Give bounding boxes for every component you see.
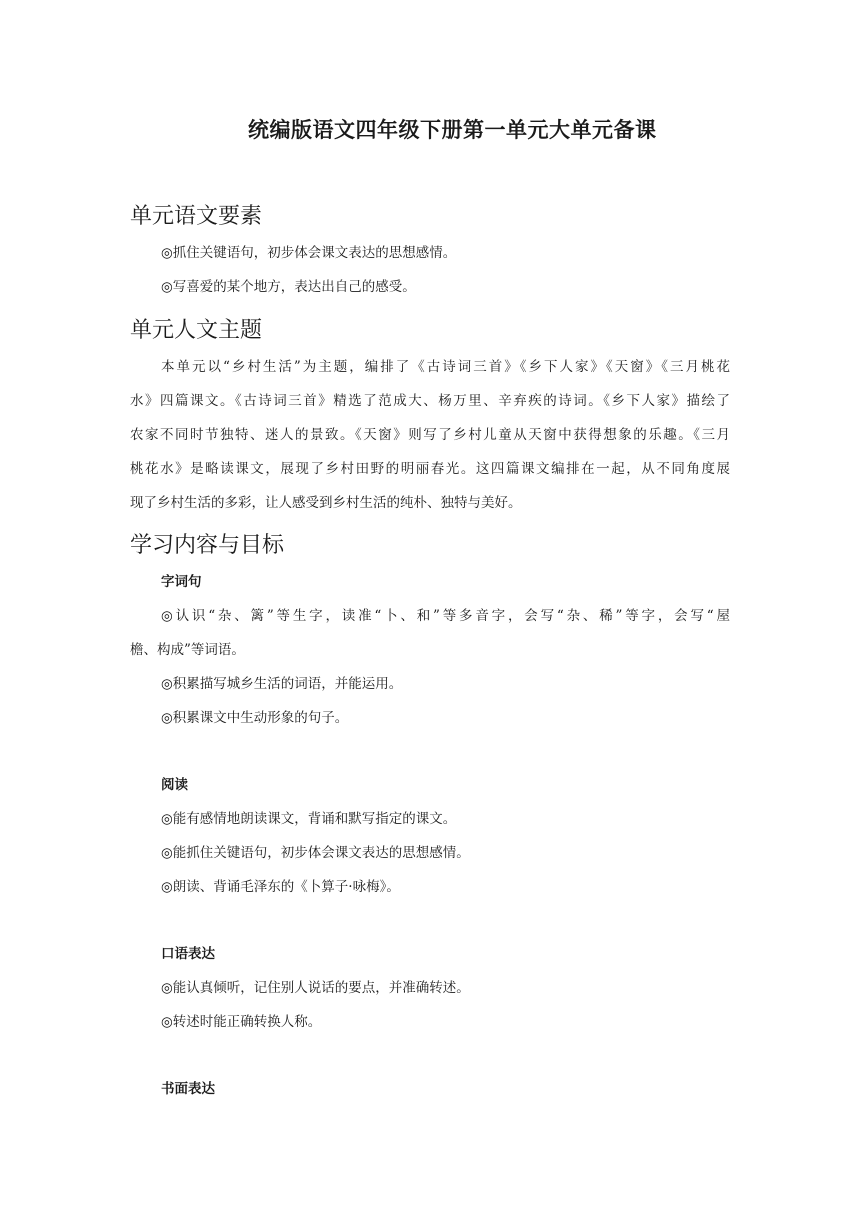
section-learning-goals bbox=[130, 531, 730, 735]
paragraph-line: 本单元以“乡村生活”为主题，编排了《古诗词三首》《乡下人家》《天窗》《三月桃花 bbox=[161, 359, 730, 375]
goals-oral-block bbox=[130, 937, 730, 1039]
goals-words-block bbox=[130, 565, 730, 735]
paragraph-line: 水》四篇课文。《古诗词三首》精选了范成大、杨万里、辛弃疾的诗词。《乡下人家》描绘了 bbox=[130, 393, 730, 409]
list-item: ◎认识“杂、篱”等生字，读准“卜、和”等多音字，会写“杂、稀”等字，会写“屋 bbox=[161, 608, 730, 624]
goals-reading-block bbox=[130, 768, 730, 904]
section-heading-humanities-theme: 单元人文主题 bbox=[130, 318, 263, 343]
list-item: ◎积累课文中生动形象的句子。 bbox=[161, 710, 349, 726]
paragraph-line: 现了乡村生活的多彩，让人感受到乡村生活的纯朴、独特与美好。 bbox=[130, 495, 522, 511]
paragraph-line: 农家不同时节独特、迷人的景致。《天窗》则写了乡村儿童从天窗中获得想象的乐趣。《三月 bbox=[130, 427, 730, 443]
paragraph-line: 桃花水》是略读课文，展现了乡村田野的明丽春光。这四篇课文编排在一起，从不同角度展 bbox=[130, 461, 730, 477]
theme-paragraph bbox=[130, 350, 730, 520]
section-heading-learning-goals: 学习内容与目标 bbox=[130, 533, 285, 558]
section-heading-language-elements: 单元语文要素 bbox=[130, 204, 263, 229]
subheading-oral: 口语表达 bbox=[161, 946, 215, 962]
list-item-continuation: 檐、构成”等词语。 bbox=[130, 642, 245, 658]
section-language-elements bbox=[130, 202, 730, 304]
list-item: ◎抓住关键语句，初步体会课文表达的思想感情。 bbox=[161, 245, 457, 261]
list-item: ◎转述时能正确转换人称。 bbox=[161, 1014, 322, 1030]
document-title: 统编版语文四年级下册第一单元大单元备课 bbox=[248, 117, 657, 142]
goals-writing-block bbox=[130, 1072, 730, 1106]
subheading-writing: 书面表达 bbox=[161, 1081, 215, 1097]
subheading-reading: 阅读 bbox=[161, 777, 188, 793]
list-item: ◎朗读、背诵毛泽东的《卜算子·咏梅》。 bbox=[161, 879, 400, 895]
subheading-words: 字词句 bbox=[161, 574, 202, 590]
list-item: ◎能抓住关键语句，初步体会课文表达的思想感情。 bbox=[161, 845, 470, 861]
list-item: ◎能认真倾听，记住别人说话的要点，并准确转述。 bbox=[161, 980, 470, 996]
list-item: ◎写喜爱的某个地方，表达出自己的感受。 bbox=[161, 279, 416, 295]
list-item: ◎积累描写城乡生活的词语，并能运用。 bbox=[161, 676, 403, 692]
list-item: ◎能有感情地朗读课文，背诵和默写指定的课文。 bbox=[161, 811, 457, 827]
section-humanities-theme bbox=[130, 316, 730, 520]
